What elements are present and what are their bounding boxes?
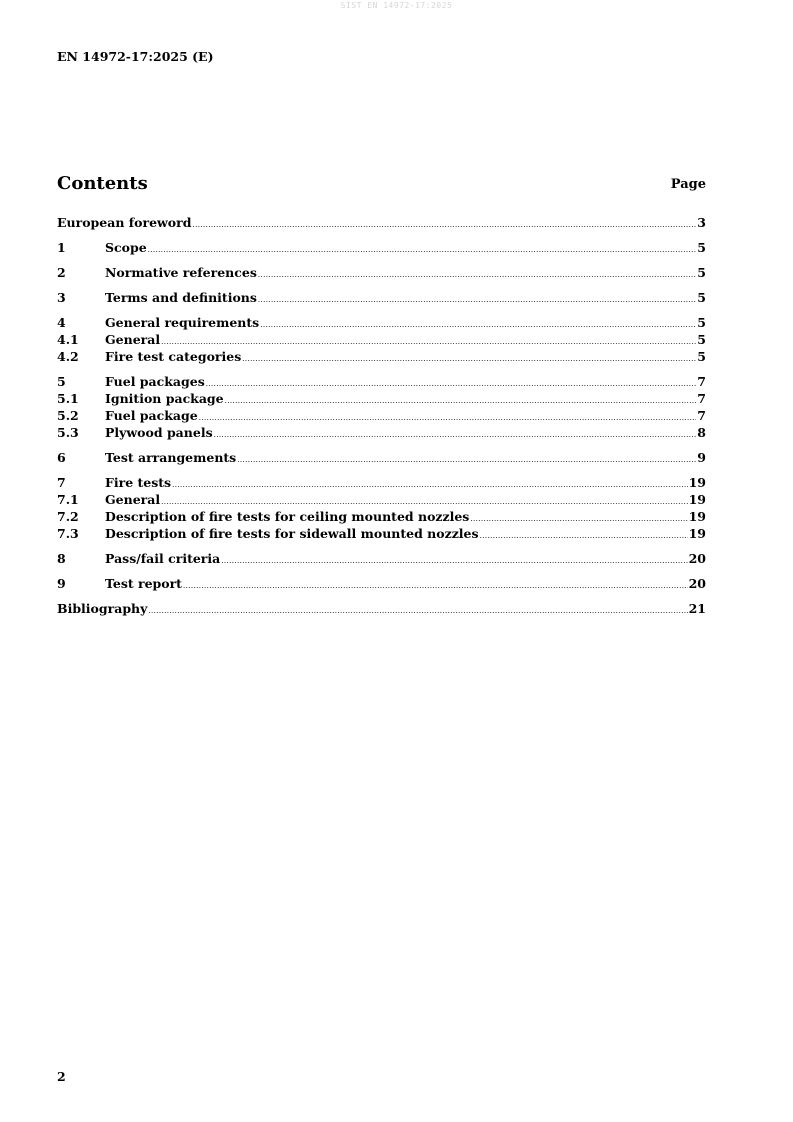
toc-entry-page: 5 (697, 290, 706, 305)
toc-entry-title: General requirements (105, 315, 260, 330)
toc-leader-dots (214, 431, 697, 439)
toc-entry-ceiling-nozzles[interactable] (57, 509, 706, 526)
toc-leader-dots (161, 338, 696, 346)
toc-leader-dots (148, 246, 697, 254)
toc-entry-page: 7 (697, 391, 706, 406)
toc-entry-page: 20 (688, 551, 706, 566)
toc-entry-page: 19 (688, 475, 706, 490)
toc-entry-title: European foreword (57, 215, 192, 230)
toc-entry-page: 19 (688, 492, 706, 507)
toc-entry-title: Fire tests (105, 475, 172, 490)
toc-entry-title: Scope (105, 240, 147, 255)
toc-entry-number: 1 (57, 240, 66, 255)
toc-entry-page: 5 (697, 240, 706, 255)
toc-entry-title: General (105, 332, 161, 347)
toc-leader-dots (470, 515, 687, 523)
toc-entry-ignition-package[interactable] (57, 391, 706, 408)
toc-entry-title: Description of fire tests for ceiling mounted nozzles (105, 509, 470, 524)
toc-entry-sidewall-nozzles[interactable] (57, 526, 706, 543)
toc-entry-title: Test arrangements (105, 450, 237, 465)
page-column-label: Page (670, 177, 706, 192)
toc-leader-dots (161, 498, 687, 506)
toc-entry-number: 7.1 (57, 492, 79, 507)
toc-entry-page: 19 (688, 526, 706, 541)
toc-leader-dots (237, 456, 696, 464)
toc-entry-title: Test report (105, 576, 182, 591)
toc-entry-scope[interactable] (57, 240, 706, 257)
toc-leader-dots (206, 380, 697, 388)
toc-entry-number: 6 (57, 450, 66, 465)
toc-entry-title: Pass/fail criteria (105, 551, 221, 566)
toc-entry-page: 19 (688, 509, 706, 524)
toc-entry-number: 4.1 (57, 332, 79, 347)
toc-entry-page: 5 (697, 265, 706, 280)
toc-leader-dots (192, 221, 696, 229)
toc-entry-fire-test-categories[interactable] (57, 349, 706, 366)
toc-entry-number: 2 (57, 265, 66, 280)
table-of-contents (57, 215, 706, 618)
watermark: SIST EN 14972-17:2025 (340, 1, 453, 10)
toc-entry-page: 7 (697, 374, 706, 389)
toc-entry-fuel-packages[interactable] (57, 374, 706, 391)
toc-entry-fuel-package[interactable] (57, 408, 706, 425)
toc-entry-bibliography[interactable] (57, 601, 706, 618)
toc-entry-number: 5.2 (57, 408, 79, 423)
toc-entry-page: 5 (697, 315, 706, 330)
toc-leader-dots (225, 397, 697, 405)
toc-entry-general[interactable] (57, 332, 706, 349)
toc-entry-terms-and-definitions[interactable] (57, 290, 706, 307)
toc-leader-dots (148, 607, 687, 615)
toc-entry-page: 5 (697, 349, 706, 364)
toc-leader-dots (183, 582, 688, 590)
toc-entry-number: 5.1 (57, 391, 79, 406)
page-number: 2 (57, 1069, 66, 1084)
contents-heading: Contents (57, 173, 148, 194)
toc-entry-page: 9 (697, 450, 706, 465)
toc-entry-test-arrangements[interactable] (57, 450, 706, 467)
toc-entry-title: Normative references (105, 265, 257, 280)
toc-entry-title: Terms and definitions (105, 290, 257, 305)
toc-entry-title: Plywood panels (105, 425, 213, 440)
toc-entry-number: 7.2 (57, 509, 79, 524)
toc-leader-dots (480, 532, 688, 540)
toc-leader-dots (199, 414, 697, 422)
toc-entry-page: 7 (697, 408, 706, 423)
toc-entry-number: 5 (57, 374, 66, 389)
toc-entry-page: 21 (688, 601, 706, 616)
toc-leader-dots (258, 296, 696, 304)
toc-leader-dots (172, 481, 688, 489)
toc-leader-dots (221, 557, 687, 565)
toc-entry-title: Fire test categories (105, 349, 242, 364)
toc-entry-number: 7.3 (57, 526, 79, 541)
toc-entry-number: 5.3 (57, 425, 79, 440)
toc-entry-fire-tests[interactable] (57, 475, 706, 492)
toc-leader-dots (258, 271, 696, 279)
toc-entry-number: 3 (57, 290, 66, 305)
toc-entry-plywood-panels[interactable] (57, 425, 706, 442)
toc-entry-normative-references[interactable] (57, 265, 706, 282)
toc-entry-number: 9 (57, 576, 66, 591)
toc-entry-title: Bibliography (57, 601, 148, 616)
toc-entry-number: 7 (57, 475, 66, 490)
toc-entry-title: Description of fire tests for sidewall mounted nozzles (105, 526, 479, 541)
toc-entry-title: Fuel packages (105, 374, 205, 389)
toc-leader-dots (242, 355, 696, 363)
document-identifier: EN 14972-17:2025 (E) (57, 49, 214, 64)
toc-entry-title: General (105, 492, 161, 507)
toc-entry-page: 20 (688, 576, 706, 591)
toc-entry-page: 5 (697, 332, 706, 347)
toc-entry-number: 4 (57, 315, 66, 330)
toc-entry-pass-fail-criteria[interactable] (57, 551, 706, 568)
toc-entry-title: Fuel package (105, 408, 198, 423)
toc-entry-number: 4.2 (57, 349, 79, 364)
toc-entry-number: 8 (57, 551, 66, 566)
toc-entry-fire-tests-general[interactable] (57, 492, 706, 509)
toc-leader-dots (260, 321, 696, 329)
toc-entry-page: 3 (697, 215, 706, 230)
toc-entry-european-foreword[interactable] (57, 215, 706, 232)
toc-entry-title: Ignition package (105, 391, 224, 406)
toc-entry-general-requirements[interactable] (57, 315, 706, 332)
toc-entry-test-report[interactable] (57, 576, 706, 593)
toc-entry-page: 8 (697, 425, 706, 440)
